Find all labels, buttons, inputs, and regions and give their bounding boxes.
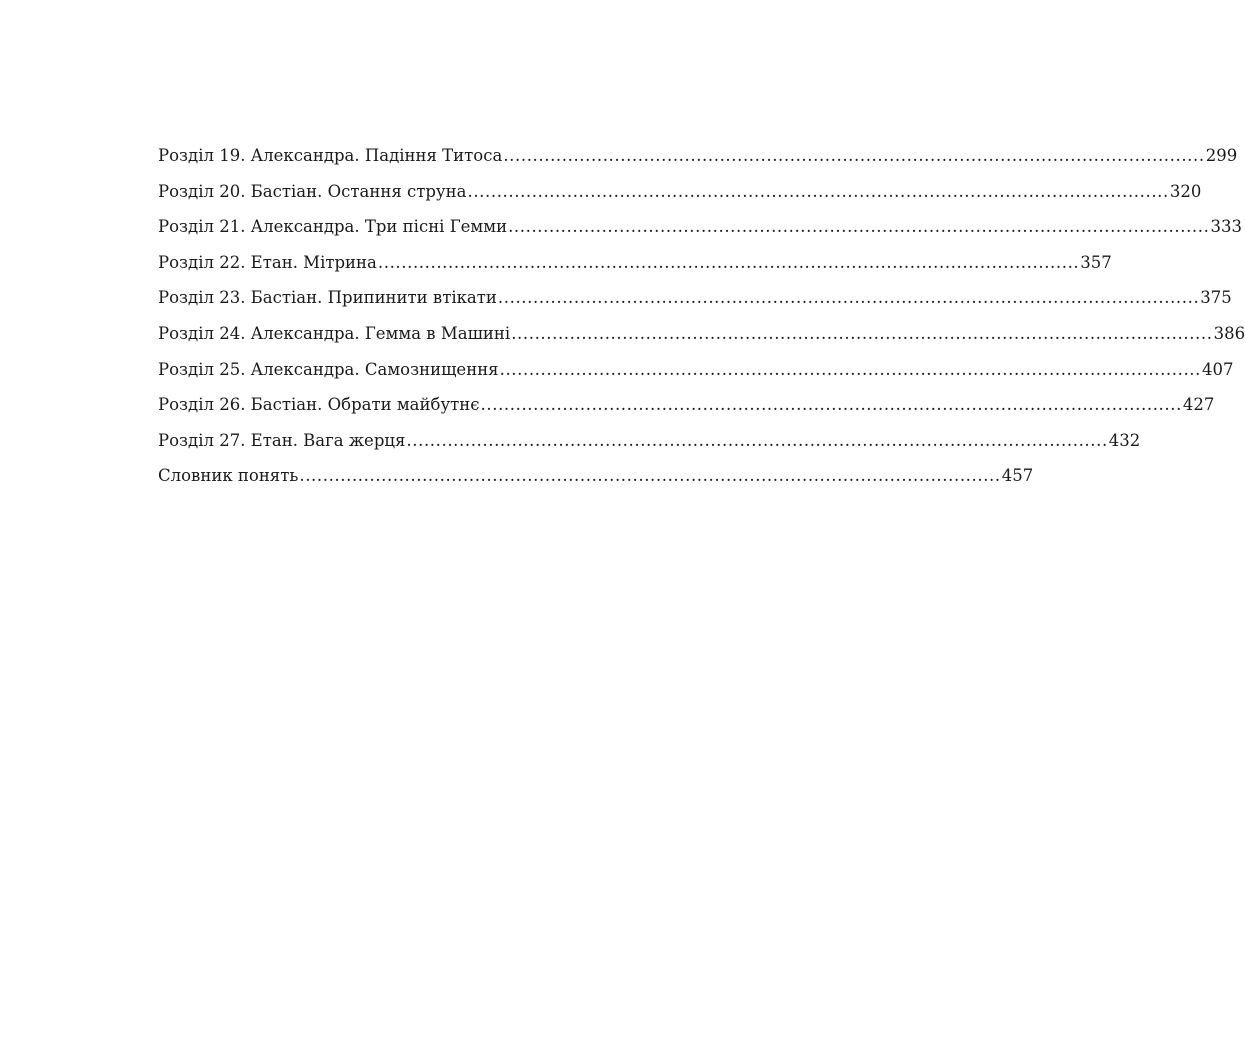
dot-leader: ........................................................................................................................ [511,323,1213,343]
toc-entry-page-number: 320 [1169,181,1202,201]
toc-entry-chapter-26 [158,387,1215,423]
toc-entry-title: Розділ 27. Етан. Вага жерця [158,430,406,450]
toc-entry-page-number: 386 [1213,323,1245,343]
toc-entry-page-number: 427 [1182,395,1215,415]
table-of-contents [158,138,1245,494]
dot-leader: ........................................................................................................................ [480,395,1182,415]
toc-entry-page-number: 333 [1210,217,1242,237]
toc-entry-page-number: 457 [1001,466,1034,486]
toc-entry-page-number: 357 [1080,252,1112,272]
toc-entry-title: Розділ 21. Александра. Три пісні Гемми [158,217,508,237]
toc-entry-glossary [158,458,1034,494]
toc-entry-page-number: 375 [1200,288,1232,308]
dot-leader: ........................................................................................................................ [299,466,1001,486]
toc-entry-chapter-21 [158,209,1242,245]
dot-leader: ........................................................................................................................ [406,430,1108,450]
toc-entry-chapter-24 [158,316,1245,352]
toc-entry-chapter-22 [158,245,1112,281]
toc-entry-page-number: 432 [1108,430,1141,450]
toc-entry-title: Розділ 20. Бастіан. Остання струна [158,181,467,201]
dot-leader: ........................................................................................................................ [377,252,1080,272]
toc-entry-page-number: 299 [1205,146,1238,165]
toc-entry-title: Розділ 23. Бастіан. Припинити втікати [158,288,497,308]
toc-entry-title: Словник понять [158,466,299,486]
toc-entry-title: Розділ 22. Етан. Мітрина [158,252,377,272]
toc-entry-title: Розділ 26. Бастіан. Обрати майбутнє [158,395,480,415]
toc-entry-chapter-25 [158,352,1234,388]
dot-leader: ........................................................................................................................ [467,181,1169,201]
toc-entry-page-number: 407 [1202,359,1234,379]
toc-entry-title: Розділ 24. Александра. Гемма в Машині [158,323,511,343]
dot-leader: ........................................................................................................................ [503,146,1205,165]
toc-entry-chapter-20 [158,174,1202,210]
toc-entry-title: Розділ 19. Александра. Падіння Титоса [158,146,503,165]
toc-entry-chapter-27 [158,423,1141,459]
dot-leader: ........................................................................................................................ [497,288,1200,308]
dot-leader: ........................................................................................................................ [508,217,1210,237]
toc-entry-title: Розділ 25. Александра. Самознищення [158,359,499,379]
toc-entry-chapter-19 [158,138,1238,174]
dot-leader: ........................................................................................................................ [499,359,1201,379]
toc-entry-chapter-23 [158,280,1232,316]
